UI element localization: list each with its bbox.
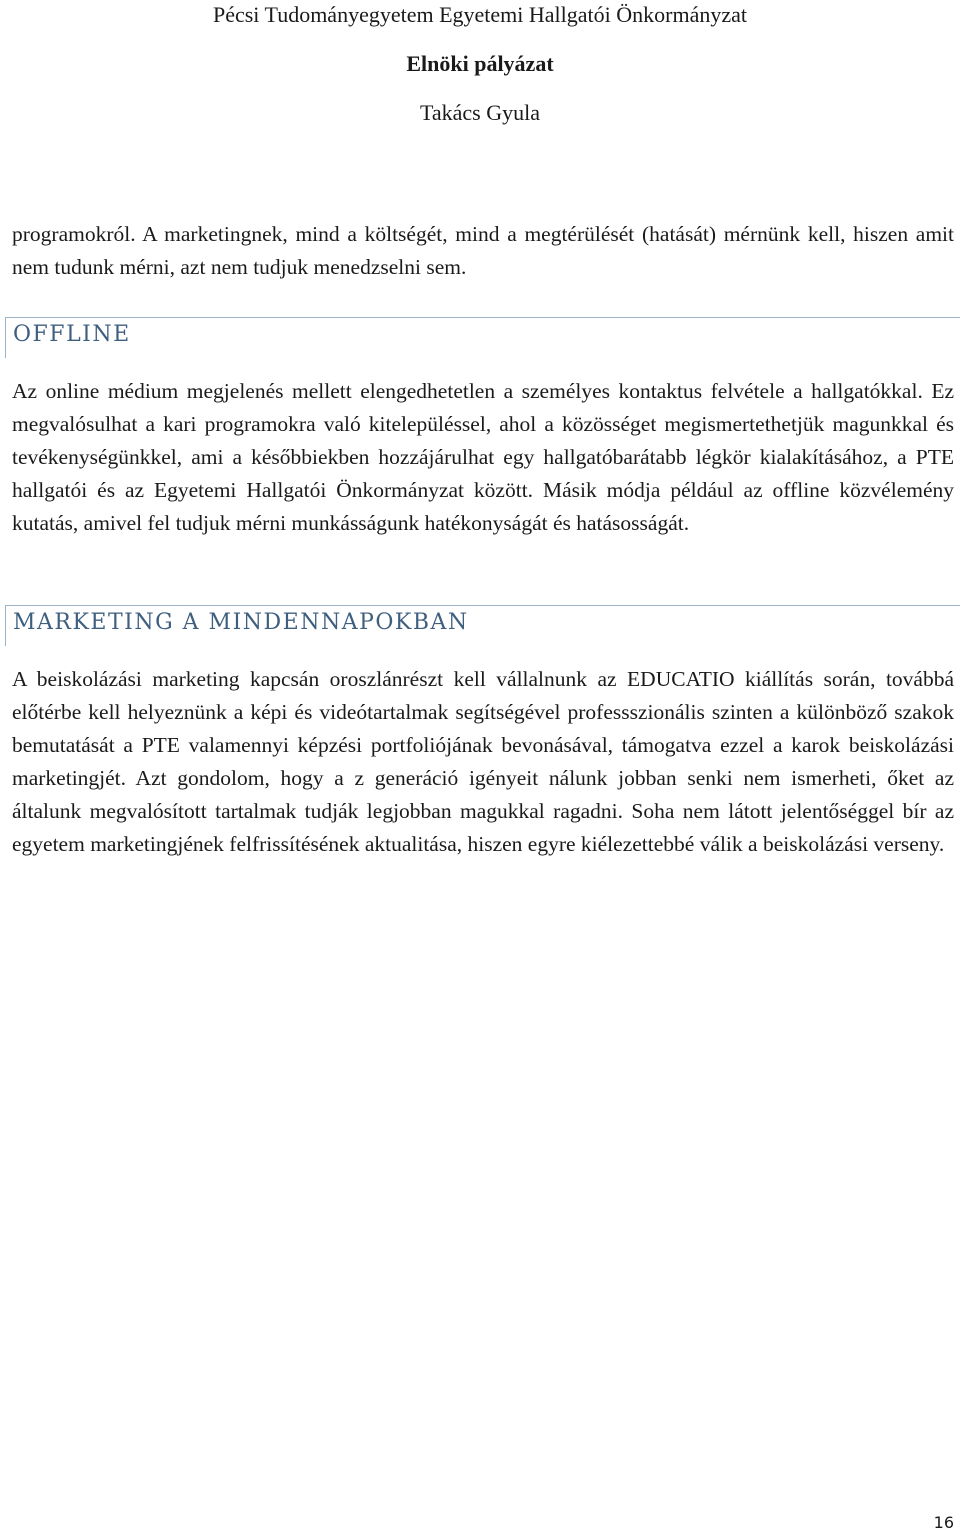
- section-heading-offline: OFFLINE: [13, 322, 131, 347]
- header-document-title: Elnöki pályázat: [406, 51, 554, 76]
- section-paragraph-marketing: A beiskolázási marketing kapcsán oroszlánrészt kell vállalnunk az EDUCATIO kiállítás során, továbbá előtérbe kell helyeznünk a képi és videótartalmak segítségével professszionális szinten a különböző szakok bemutatását a PTE valamennyi képzési portfoliójának bevonásával, támogatva ezzel a karok beiskolázási marketingjét. Azt gondolom, hogy a z generáció igényeit nálunk jobban senki nem ismerheti, őket az általunk megvalósított tartalmak tudják legjobban magukkal ragadni. Soha nem látott jelentőséggel bír az egyetem marketingjének felfrissítésének aktualitása, hiszen egyre kiélezettebbé válik a beiskolázási verseny.: [12, 667, 954, 856]
- section-paragraph-offline: Az online médium megjelenés mellett elengedhetetlen a személyes kontaktus felvétele a hallgatókkal. Ez megvalósulhat a kari programokra való kitelepüléssel, ahol a közösséget megismertethetjük magunkkal és tevékenységünkkel, ami a későbbiekben hozzájárulhat egy hallgatóbarátabb légkör kialakításához, a PTE hallgatói és az Egyetemi Hallgatói Önkormányzat között. Másik módja például az offline közvélemény kutatás, amivel fel tudjuk mérni munkásságunk hatékonyságát és hatásosságát.: [12, 379, 954, 535]
- header-organization: Pécsi Tudományegyetem Egyetemi Hallgatói Önkormányzat: [212, 2, 747, 27]
- header-author: Takács Gyula: [419, 100, 541, 125]
- page-number: 16: [933, 1513, 954, 1532]
- section-offline: [5, 317, 960, 358]
- intro-paragraph: programokról. A marketingnek, mind a költségét, mind a megtérülését (hatását) mérnünk kell, hiszen amit nem tudunk mérni, azt nem tudjuk menedzselni sem.: [12, 222, 954, 279]
- section-heading-marketing: MARKETING A MINDENNAPOKBAN: [13, 610, 469, 635]
- section-marketing: [5, 605, 960, 646]
